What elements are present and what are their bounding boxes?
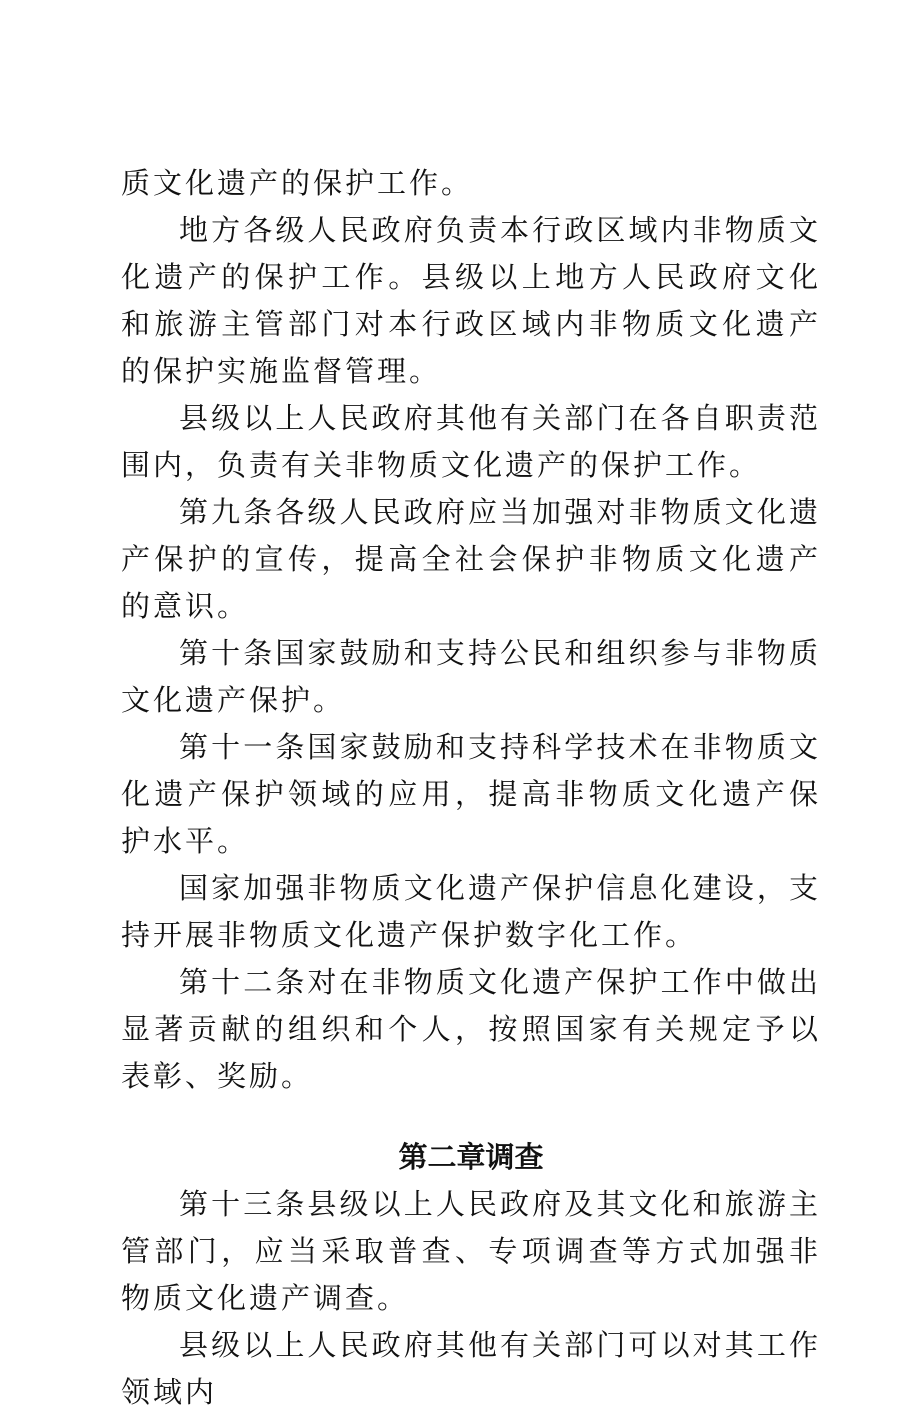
paragraph-article-13: 第十三条县级以上人民政府及其文化和旅游主管部门，应当采取普查、专项调查等方式加强非物质文化遗产调查。	[121, 1187, 821, 1315]
paragraph-article-10: 第十条国家鼓励和支持公民和组织参与非物质文化遗产保护。	[121, 636, 821, 717]
paragraph-other-departments: 县级以上人民政府其他有关部门在各自职责范围内，负责有关非物质文化遗产的保护工作。	[121, 401, 821, 482]
paragraph-informatization: 国家加强非物质文化遗产保护信息化建设，支持开展非物质文化遗产保护数字化工作。	[121, 871, 821, 952]
chapter-heading: 第二章调查	[398, 1140, 544, 1174]
paragraph-other-departments-survey: 县级以上人民政府其他有关部门可以对其工作领域内	[121, 1328, 821, 1409]
paragraph-local-government-responsibility: 地方各级人民政府负责本行政区域内非物质文化遗产的保护工作。县级以上地方人民政府文化和旅游主管部门对本行政区域内非物质文化遗产的保护实施监督管理。	[121, 213, 821, 388]
paragraph-article-12: 第十二条对在非物质文化遗产保护工作中做出显著贡献的组织和个人，按照国家有关规定予以表彰、奖励。	[121, 965, 821, 1093]
paragraph-article-11: 第十一条国家鼓励和支持科学技术在非物质文化遗产保护领域的应用，提高非物质文化遗产保护水平。	[121, 730, 821, 858]
paragraph-article-9: 第九条各级人民政府应当加强对非物质文化遗产保护的宣传，提高全社会保护非物质文化遗产的意识。	[121, 495, 821, 623]
paragraph-continuation: 质文化遗产的保护工作。	[121, 166, 474, 200]
document-body	[121, 160, 821, 1416]
